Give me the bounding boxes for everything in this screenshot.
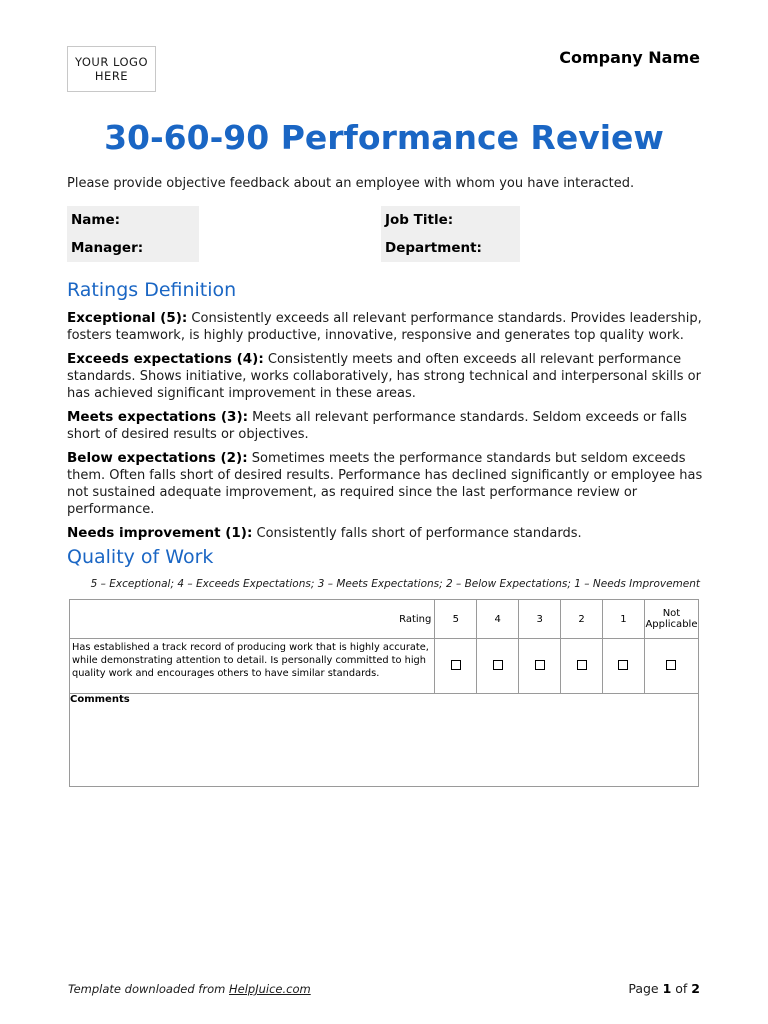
ratings-definition-heading: Ratings Definition [67, 279, 237, 301]
rating-5-checkbox[interactable] [451, 660, 461, 670]
na-line-2: Applicable [645, 619, 698, 630]
rating-3-checkbox[interactable] [535, 660, 545, 670]
rating-2-checkbox[interactable] [577, 660, 587, 670]
definition-exceptional [67, 310, 707, 344]
definition-text: Consistently exceeds all relevant performance standards. Provides leadership, fosters teamwork, is highly productive, innovative, responsive and generates top quality work. [67, 311, 702, 343]
rating-column-not-applicable [644, 600, 698, 639]
footer-source-link[interactable]: HelpJuice.com [228, 982, 311, 996]
rating-header-row [70, 600, 699, 639]
page-of: of [671, 981, 692, 996]
rating-not-applicable-checkbox[interactable] [666, 660, 676, 670]
ratings-definition-list [67, 310, 707, 549]
rating-column-2: 2 [561, 600, 603, 639]
logo-line-2: HERE [94, 69, 129, 83]
rating-table [69, 599, 699, 787]
rating-label: Rating [70, 600, 435, 639]
page-prefix: Page [628, 981, 663, 996]
definition-exceeds [67, 351, 707, 402]
na-line-1: Not [662, 608, 681, 619]
definition-needs-improvement [67, 525, 707, 542]
comments-label: Comments [70, 694, 130, 705]
definition-label: Meets expectations (3): [67, 409, 249, 425]
page-current: 1 [662, 981, 672, 996]
logo-placeholder [67, 46, 156, 92]
definition-below [67, 450, 707, 518]
company-name: Company Name [559, 48, 700, 67]
manager-field-label: Manager: [71, 240, 144, 256]
rating-4-checkbox[interactable] [493, 660, 503, 670]
rating-scale-note: 5 – Exceptional; 4 – Exceeds Expectations; 3 – Meets Expectations; 2 – Below Expectations; 1 – Needs Improvement [90, 578, 700, 590]
comments-field[interactable] [70, 694, 699, 787]
definition-meets [67, 409, 707, 443]
intro-text: Please provide objective feedback about an employee with whom you have interacted. [67, 176, 635, 191]
logo-line-1: YOUR LOGO [74, 55, 149, 69]
job-title-field-label: Job Title: [385, 212, 454, 228]
info-block-right [381, 206, 520, 262]
page-number [628, 981, 700, 996]
page-total: 2 [691, 981, 700, 996]
name-field-label: Name: [71, 212, 121, 228]
rating-1-checkbox[interactable] [618, 660, 628, 670]
criterion-row [70, 639, 699, 694]
definition-text: Consistently meets and often exceeds all relevant performance standards. Shows initiative, works collaboratively, has strong technical and interpersonal skills or has achieved significant improvement in these areas. [67, 352, 701, 401]
comments-row [70, 694, 699, 787]
rating-column-4: 4 [477, 600, 519, 639]
definition-text: Meets all relevant performance standards. Seldom exceeds or falls short of desired results or objectives. [67, 410, 687, 442]
rating-column-3: 3 [519, 600, 561, 639]
definition-text: Consistently falls short of performance standards. [252, 526, 582, 541]
quality-of-work-heading: Quality of Work [67, 546, 214, 568]
department-field-label: Department: [385, 240, 482, 256]
rating-column-5: 5 [435, 600, 477, 639]
page-title: 30-60-90 Performance Review [104, 118, 664, 157]
definition-text: Sometimes meets the performance standards but seldom exceeds them. Often falls short of desired results. Performance has declined significantly or employee has not sustained adequate improvement, as required since the last performance review or performance. [67, 451, 703, 517]
definition-label: Below expectations (2): [67, 450, 248, 466]
rating-column-1: 1 [603, 600, 645, 639]
definition-label: Exceeds expectations (4): [67, 351, 264, 367]
footer-source-prefix: Template downloaded from [68, 982, 229, 996]
definition-label: Exceptional (5): [67, 310, 188, 326]
definition-label: Needs improvement (1): [67, 525, 253, 541]
criterion-text: Has established a track record of producing work that is highly accurate, while demonstrating attention to detail. Is personally committed to high quality work and encourages others to have similar standards. [70, 639, 435, 694]
footer-source [68, 982, 311, 996]
info-block-left [67, 206, 199, 262]
